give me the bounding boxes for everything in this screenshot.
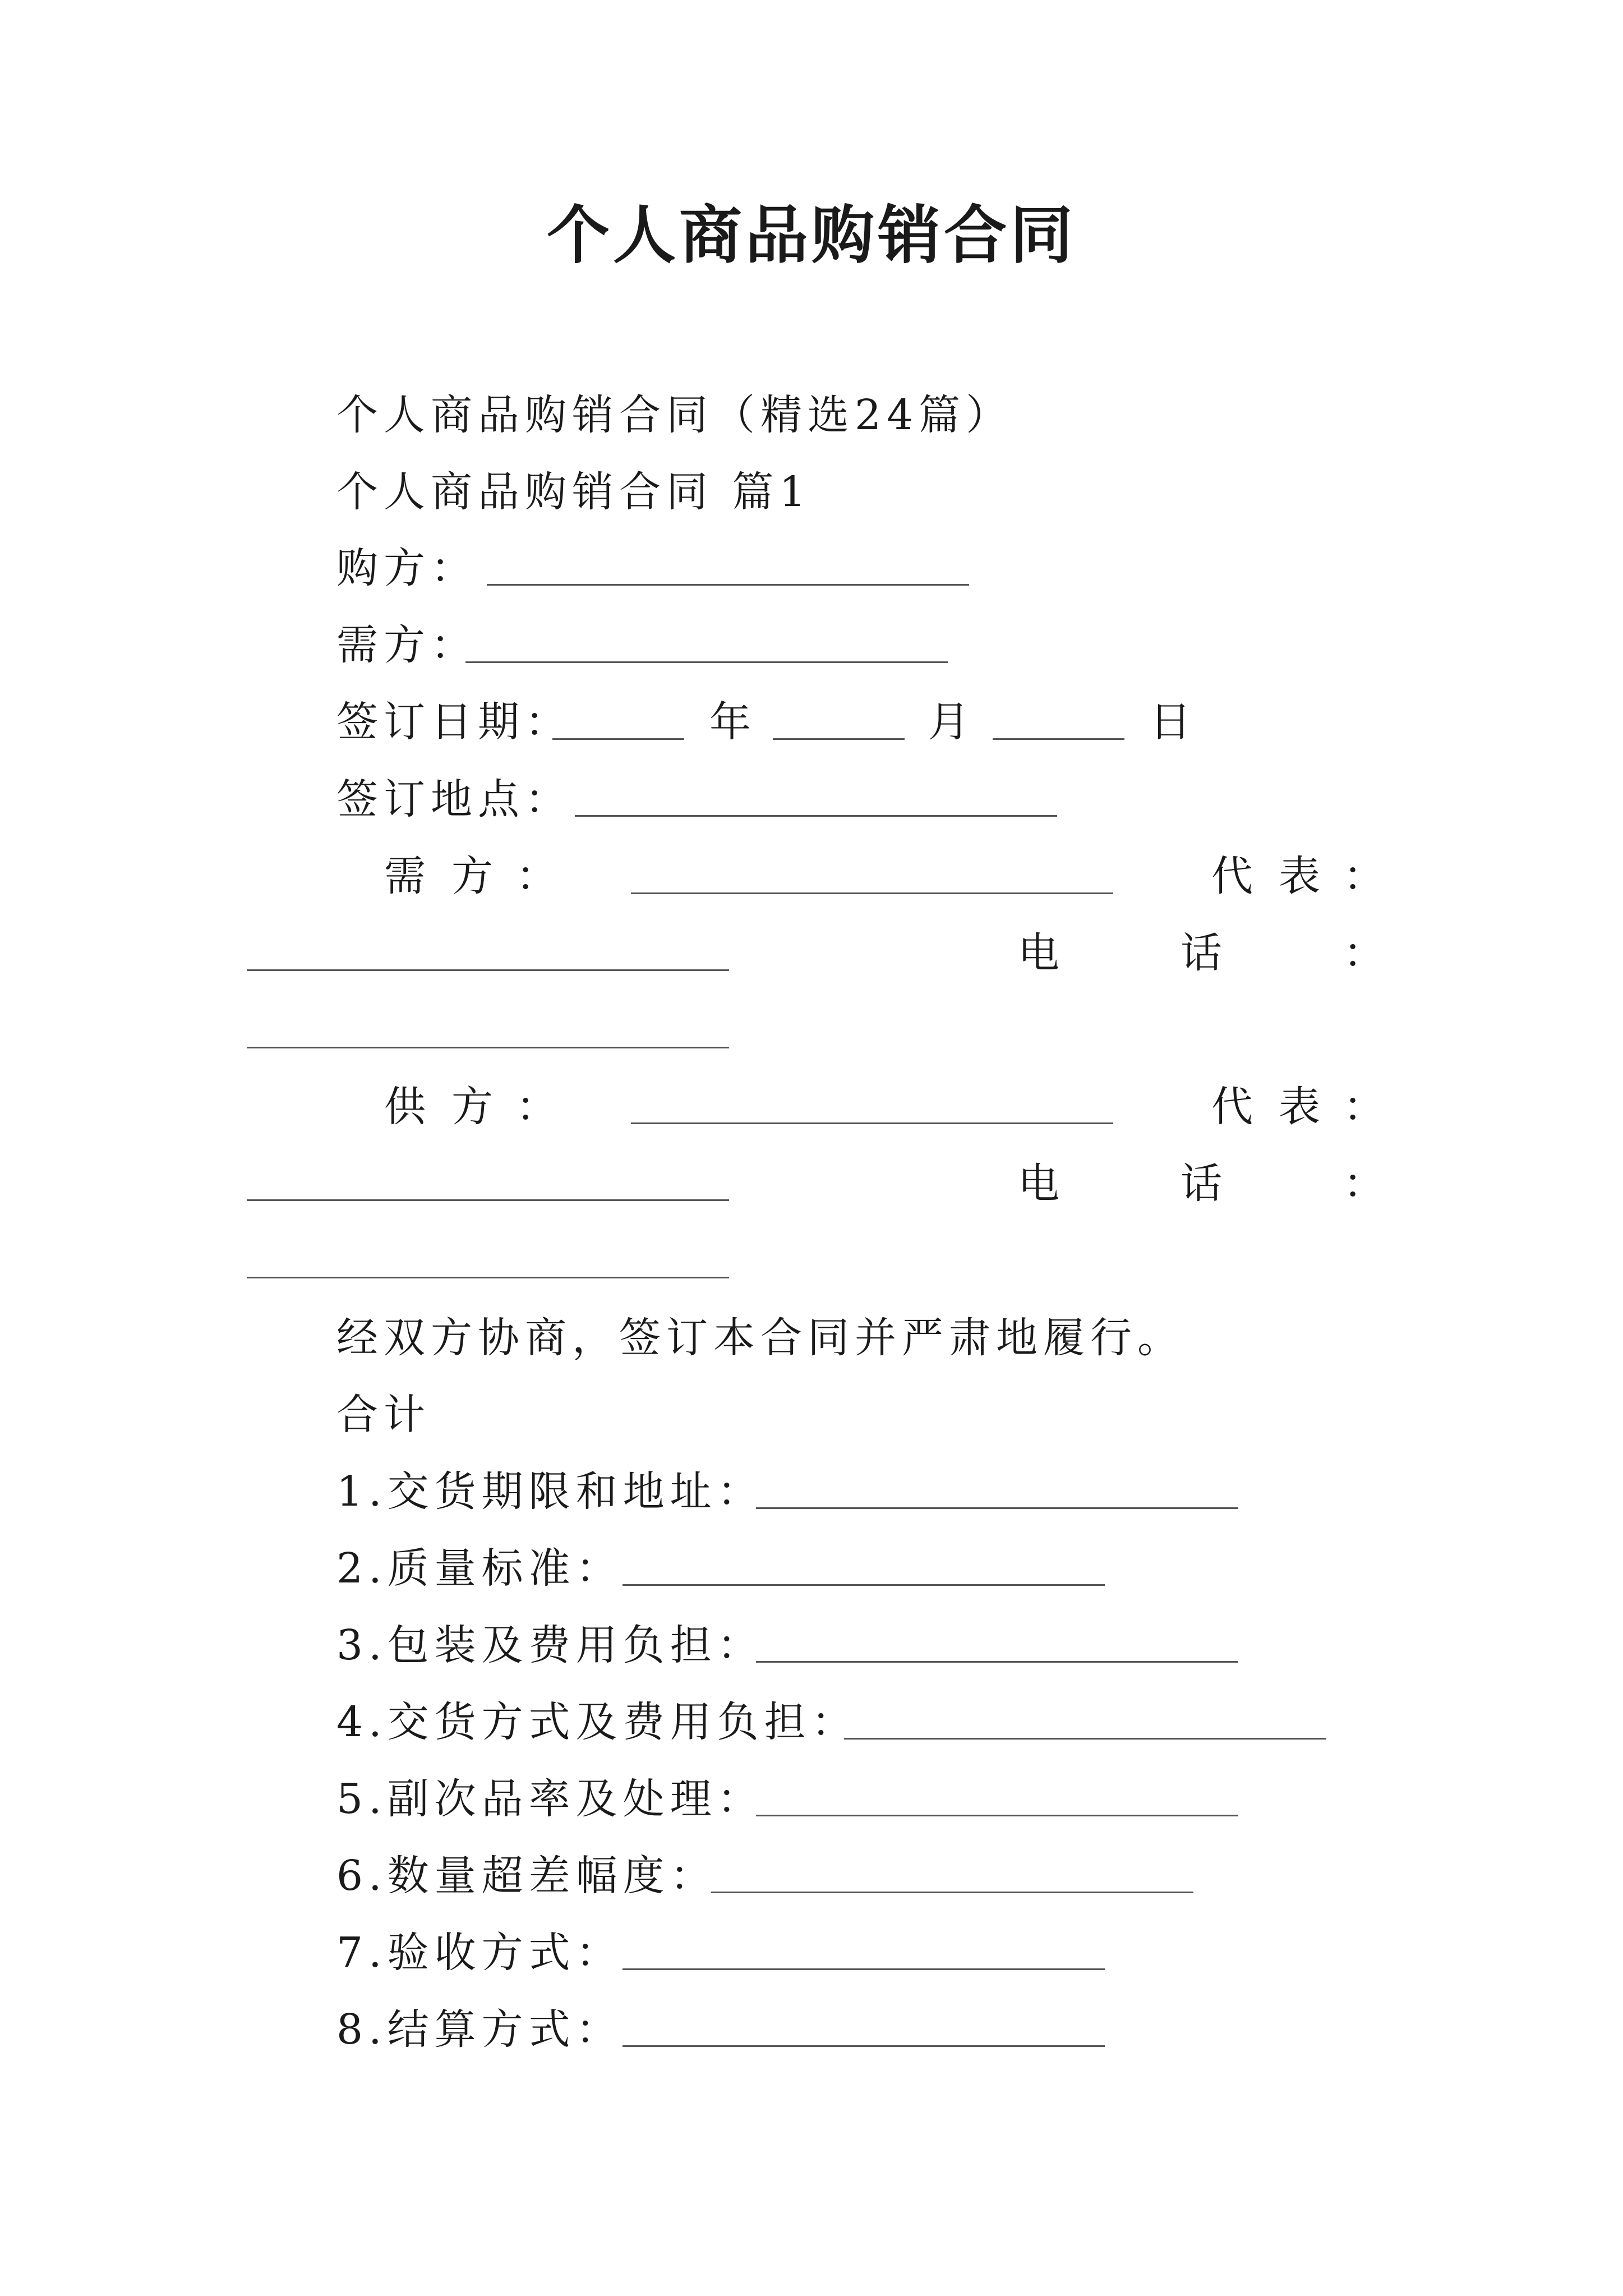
day-label: 日: [1150, 698, 1191, 746]
demand-label: 需方：: [336, 621, 478, 669]
party-supply-rep-blank[interactable]: [247, 1199, 729, 1201]
party-demand-phone-blank[interactable]: [247, 1046, 729, 1048]
party-demand-rep-char-1: 代: [1211, 852, 1253, 900]
party-supply-char-2: 方: [451, 1083, 493, 1131]
party-supply-rep-char-2: 表: [1279, 1083, 1320, 1131]
party-supply-phone-char-3: ：: [1343, 1159, 1385, 1208]
subtitle: 个人商品购销合同（精选24篇）: [336, 391, 1013, 439]
party-supply-phone-blank[interactable]: [247, 1276, 729, 1278]
clause-4-blank[interactable]: [844, 1737, 1326, 1740]
clause-2-blank[interactable]: [623, 1584, 1105, 1586]
party-supply-rep-char-1: 代: [1211, 1083, 1253, 1131]
party-demand-rep-blank[interactable]: [247, 969, 729, 971]
sign-place-blank[interactable]: [575, 815, 1057, 817]
month-blank[interactable]: [773, 738, 905, 740]
demand-blank[interactable]: [465, 661, 948, 663]
buyer-blank[interactable]: [487, 583, 969, 586]
total-heading: 合计: [336, 1391, 431, 1439]
party-demand-rep-char-2: 表: [1279, 852, 1320, 900]
day-blank[interactable]: [993, 738, 1124, 740]
clause-6: 6.数量超差幅度：: [336, 1852, 717, 1900]
clause-8: 8.结算方式：: [336, 2005, 623, 2054]
party-demand-rep-char-3: ：: [1343, 852, 1385, 900]
party-supply-rep-char-3: ：: [1343, 1083, 1385, 1131]
clause-4: 4.交货方式及费用负担：: [336, 1698, 859, 1746]
clause-2: 2.质量标准：: [336, 1544, 623, 1593]
year-blank[interactable]: [552, 738, 684, 740]
party-supply-char-1: 供: [384, 1083, 426, 1131]
clause-1: 1.交货期限和地址：: [336, 1467, 764, 1516]
clause-7-blank[interactable]: [623, 1968, 1105, 1970]
party-supply-phone-char-1: 电: [1018, 1159, 1059, 1208]
party-demand-char-1: 需: [384, 852, 426, 900]
clause-1-blank[interactable]: [756, 1507, 1238, 1509]
clause-5-blank[interactable]: [756, 1814, 1238, 1816]
party-demand-phone-char-1: 电: [1018, 929, 1059, 977]
clause-6-blank[interactable]: [711, 1891, 1193, 1893]
party-supply-blank[interactable]: [631, 1122, 1113, 1124]
agreement-text: 经双方协商，签订本合同并严肃地履行。: [336, 1314, 1184, 1362]
buyer-label: 购方：: [336, 544, 478, 592]
demand-field: [336, 614, 478, 676]
clause-3-blank[interactable]: [756, 1660, 1238, 1663]
sign-date-label: 签订日期：: [336, 698, 572, 746]
party-demand-phone-char-3: ：: [1343, 929, 1385, 977]
party-demand-char-2: 方: [451, 852, 493, 900]
buyer-field: [336, 537, 478, 599]
sign-place-label: 签订地点：: [336, 775, 572, 823]
document-title: 个人商品购销合同: [547, 199, 1076, 272]
month-label: 月: [928, 698, 970, 746]
clause-3: 3.包装及费用负担：: [336, 1621, 764, 1669]
clause-5: 5.副次品率及处理：: [336, 1775, 764, 1823]
clause-7: 7.验收方式：: [336, 1929, 623, 1977]
party-demand-char-3: ：: [516, 852, 557, 900]
party-demand-blank[interactable]: [631, 892, 1113, 894]
year-label: 年: [709, 698, 751, 746]
party-supply-char-3: ：: [516, 1083, 557, 1131]
party-supply-phone-char-2: 话: [1181, 1159, 1222, 1208]
section-heading: 个人商品购销合同 篇1: [336, 468, 811, 516]
clause-8-blank[interactable]: [623, 2045, 1105, 2047]
party-demand-phone-char-2: 话: [1181, 929, 1222, 977]
